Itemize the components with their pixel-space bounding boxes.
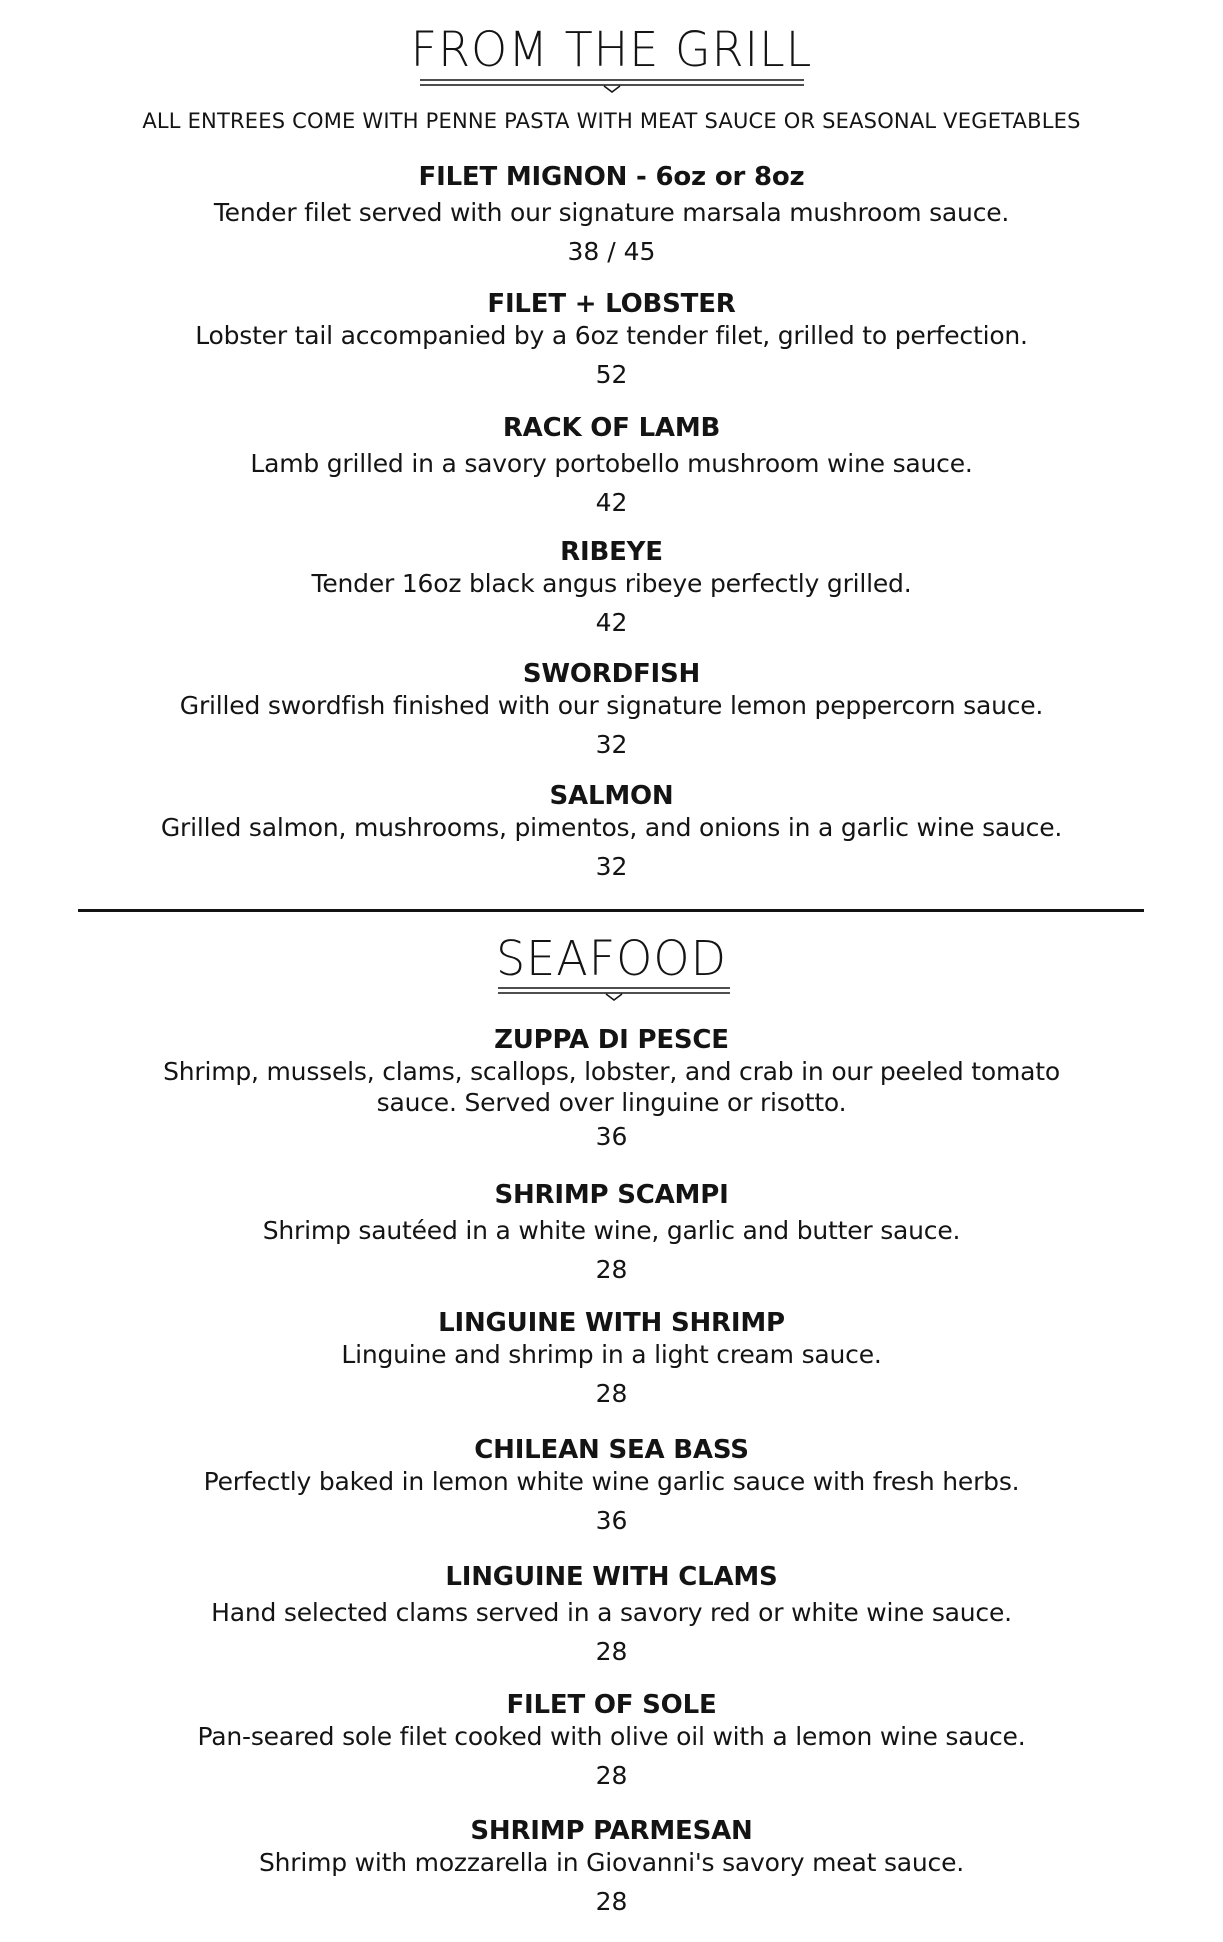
- grill-section-title: FROM THE GRILL: [410, 20, 813, 78]
- title-ornament-icon: [498, 986, 730, 1002]
- item-price: 36: [595, 1122, 628, 1151]
- item-description: Shrimp sautéed in a white wine, garlic and butter sauce.: [262, 1216, 961, 1245]
- item-price: 38 / 45: [567, 236, 656, 266]
- item-description: Perfectly baked in lemon white wine garlic sauce with fresh herbs.: [203, 1467, 1020, 1496]
- item-price: 28: [595, 1886, 628, 1916]
- menu-item: [0, 1182, 1223, 1282]
- item-name: RACK OF LAMB: [502, 413, 721, 443]
- item-description: Linguine and shrimp in a light cream sauce.: [341, 1340, 882, 1369]
- menu-item: [0, 164, 1223, 264]
- item-name: FILET MIGNON - 6oz or 8oz: [418, 162, 805, 192]
- item-name: ZUPPA DI PESCE: [494, 1025, 729, 1055]
- item-description: Shrimp, mussels, clams, scallops, lobster, and crab in our peeled tomato sauce. Served over linguine or risotto.: [163, 1057, 1060, 1117]
- menu-item: [0, 1310, 1223, 1406]
- menu-item: [0, 1437, 1223, 1533]
- item-description: Hand selected clams served in a savory red or white wine sauce.: [211, 1598, 1012, 1627]
- item-price: 52: [595, 359, 628, 389]
- item-price: 32: [595, 729, 628, 759]
- section-divider: [78, 909, 1144, 912]
- item-price: 36: [595, 1505, 628, 1535]
- menu-item: [0, 783, 1223, 879]
- item-name: SHRIMP SCAMPI: [494, 1180, 729, 1210]
- menu-item: [0, 539, 1223, 635]
- menu-item: [0, 1564, 1223, 1664]
- item-price: 42: [595, 607, 628, 637]
- menu-item: [0, 661, 1223, 757]
- item-name: SALMON: [549, 781, 674, 811]
- item-description: Lamb grilled in a savory portobello mushroom wine sauce.: [250, 449, 973, 478]
- item-description: Pan-seared sole filet cooked with olive oil with a lemon wine sauce.: [197, 1722, 1026, 1751]
- item-price: 28: [595, 1636, 628, 1666]
- item-description: Grilled swordfish finished with our signature lemon peppercorn sauce.: [179, 691, 1044, 720]
- item-price: 32: [595, 851, 628, 881]
- item-name: RIBEYE: [560, 537, 663, 567]
- item-description: Tender filet served with our signature marsala mushroom sauce.: [213, 198, 1010, 227]
- item-price: 28: [595, 1760, 628, 1790]
- item-name: FILET + LOBSTER: [487, 289, 736, 319]
- grill-subtitle: ALL ENTREES COME WITH PENNE PASTA WITH MEAT SAUCE OR SEASONAL VEGETABLES: [142, 109, 1081, 133]
- item-price: 28: [595, 1254, 628, 1284]
- item-description: Lobster tail accompanied by a 6oz tender filet, grilled to perfection.: [195, 321, 1028, 350]
- item-description: Tender 16oz black angus ribeye perfectly grilled.: [311, 569, 912, 598]
- menu-item: [0, 1027, 1223, 1149]
- item-price: 42: [595, 487, 628, 517]
- title-ornament-icon: [420, 78, 804, 94]
- menu-item: [0, 291, 1223, 387]
- seafood-section-title: SEAFOOD: [495, 929, 728, 987]
- item-name: LINGUINE WITH SHRIMP: [438, 1308, 785, 1338]
- item-description: Shrimp with mozzarella in Giovanni's savory meat sauce.: [258, 1848, 965, 1877]
- item-name: CHILEAN SEA BASS: [474, 1435, 749, 1465]
- item-name: LINGUINE WITH CLAMS: [445, 1562, 778, 1592]
- menu-item: [0, 1818, 1223, 1914]
- item-description: Grilled salmon, mushrooms, pimentos, and onions in a garlic wine sauce.: [160, 813, 1063, 842]
- menu-item: [0, 1692, 1223, 1788]
- item-price: 28: [595, 1378, 628, 1408]
- item-name: SWORDFISH: [522, 659, 701, 689]
- item-name: SHRIMP PARMESAN: [470, 1816, 753, 1846]
- menu-item: [0, 415, 1223, 515]
- item-name: FILET OF SOLE: [506, 1690, 717, 1720]
